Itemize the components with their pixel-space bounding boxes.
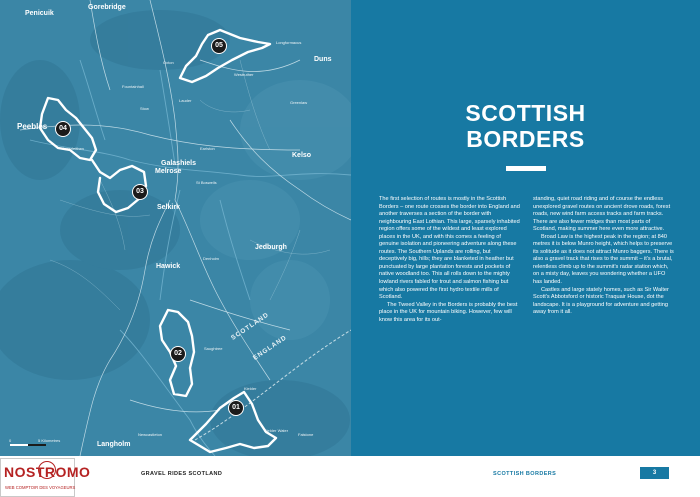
place-st-boswells: St Boswells: [196, 180, 217, 185]
place-falstone: Falstone: [298, 432, 314, 437]
page-number: 3: [640, 467, 669, 479]
place-jedburgh: Jedburgh: [255, 244, 287, 251]
place-saughtree: Saughtree: [204, 346, 223, 351]
title-divider: [506, 166, 546, 171]
place-kielder-water: Kielder Water: [264, 428, 289, 433]
place-longformacus: Longformacus: [276, 40, 302, 45]
paragraph: Broad Law is the highest peak in the region; at 840 metres it is below Munro height, which helps to preserve its solitude as it does not attract Munro baggers. There is also a gravel track that rises to the summit – it's a brutal, relentless climb up to the summit's radar station which, on a misty day, leaves you wondering whether a UFO has landed.: [533, 233, 674, 286]
place-fountainhall: Fountainhall: [122, 84, 144, 89]
place-hawick: Hawick: [156, 263, 181, 270]
text-column-1: [379, 196, 520, 324]
text-page: [351, 0, 700, 456]
place-gorebridge: Gorebridge: [88, 4, 126, 11]
place-greenlaw: Greenlaw: [290, 100, 308, 105]
page-footer: [0, 456, 700, 497]
place-oxton: Oxton: [163, 60, 174, 65]
place-newcastleton: Newcastleton: [138, 432, 163, 437]
route-marker-01[interactable]: 01: [228, 400, 244, 416]
route-map: [0, 0, 351, 456]
logo-name: NOSTROMO: [4, 464, 91, 480]
paragraph: The first selection of routes is mostly in the Scottish Borders – one route crosses the border into England and another traverses a section of the border with neighbouring East Lothian. This large, sparsely inhabited region offers some of the wildest and least explored places in the UK, and with this comes a feeling of genuine isolation and pioneering adventure along these routes. The Southern Uplands are rolling, but deceptively big, hills; they are blanketed in heather but punctuated by large plantation forests and pockets of native woodland too. This all rolls down to the mighty lowland rivers fabled for trout and salmon fishing but which also powered the first hydro textile mills of Scotland.: [379, 196, 520, 301]
place-kelso: Kelso: [292, 152, 312, 159]
page-title-line1: SCOTTISH: [465, 100, 586, 126]
place-kielder: Kielder: [244, 386, 257, 391]
route-marker-05[interactable]: 05: [211, 38, 227, 54]
footer-book-title: GRAVEL RIDES SCOTLAND: [141, 471, 223, 477]
paragraph: Castles and large stately homes, such as Sir Walter Scott's Abbotsford or historic Traquair House, dot the landscape. It is a playground for adventure and getting away from it all.: [533, 286, 669, 316]
place-penicuik: Penicuik: [25, 10, 54, 17]
place-peebles: Peebles: [17, 122, 48, 131]
route-marker-02[interactable]: 02: [170, 346, 186, 362]
paragraph: standing, quiet road riding and of course the endless unexplored gravel routes on ancient drove roads, forest roads, new wind farm access tracks and farm tracks. There are also fewer midges than most parts of Scotland, making summer here even more attractive.: [533, 196, 671, 233]
place-stow: Stow: [140, 106, 149, 111]
nostromo-logo: [0, 458, 91, 497]
text-column-2: [533, 196, 674, 317]
label-england: ENGLAND: [252, 334, 289, 362]
place-innerleithen: Innerleithen: [63, 146, 84, 151]
place-duns: Duns: [314, 56, 332, 63]
place-galashiels: Galashiels: [161, 160, 197, 167]
label-scotland: SCOTLAND: [230, 311, 271, 342]
logo-tagline: WEB COMPTOIR DES VOYAGEURS: [5, 485, 76, 490]
place-earlston: Earlston: [200, 146, 215, 151]
route-marker-04[interactable]: 04: [55, 121, 71, 137]
place-melrose: Melrose: [155, 168, 182, 175]
place-selkirk: Selkirk: [157, 204, 180, 211]
place-langholm: Langholm: [97, 441, 131, 448]
place-denholm: Denholm: [203, 256, 220, 261]
map-graphic: [0, 0, 351, 456]
scale-zero: 0: [9, 438, 12, 443]
route-marker-03[interactable]: 03: [132, 184, 148, 200]
place-lauder: Lauder: [179, 98, 192, 103]
page-title-line2: BORDERS: [466, 126, 585, 152]
paragraph: The Tweed Valley in the Borders is probably the best place in the UK for mountain biking. However, few will know this area for its out-: [379, 301, 518, 323]
place-westruther: Westruther: [234, 72, 254, 77]
footer-section: SCOTTISH BORDERS: [493, 471, 557, 477]
scale-label: 5 Kilometres: [38, 438, 61, 443]
